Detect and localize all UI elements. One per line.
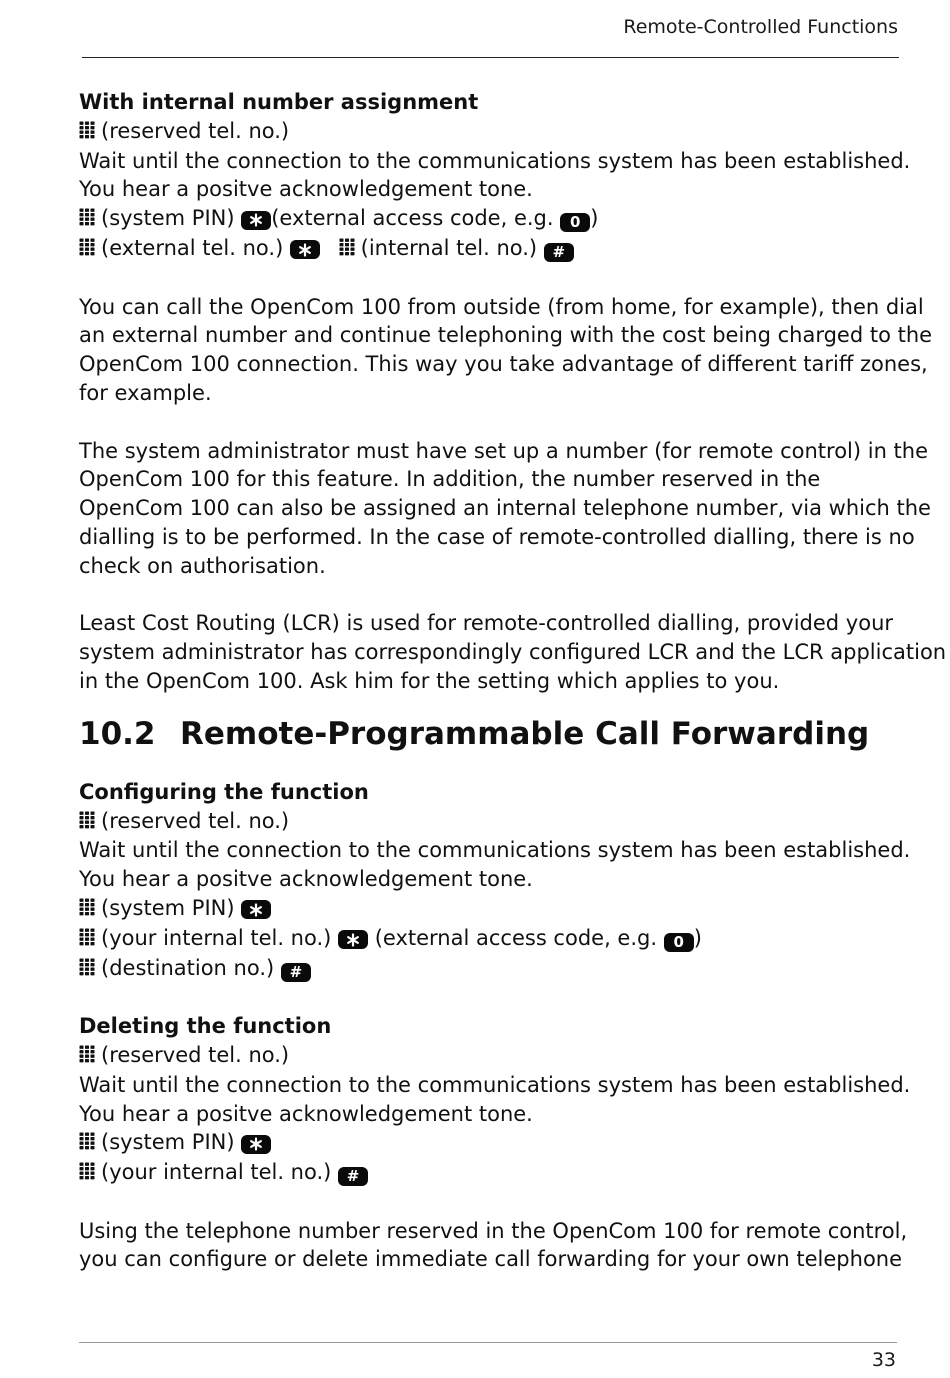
star-key-icon bbox=[241, 1135, 271, 1154]
subheading-delete: Deleting the function bbox=[79, 1014, 332, 1039]
keypad-icon bbox=[79, 925, 95, 954]
star-key-icon bbox=[241, 900, 271, 919]
zero-key-icon: 0 bbox=[664, 933, 694, 952]
star-key-icon bbox=[241, 211, 271, 230]
hash-key-icon: # bbox=[544, 243, 574, 262]
paragraph-line: OpenCom 100 connection. This way you take advantage of different tariff zones, bbox=[79, 352, 928, 377]
step-line: (external tel. no.) (internal tel. no.) # bbox=[79, 234, 899, 264]
step-line: (your internal tel. no.) (external access code, e.g. 0 ) bbox=[79, 924, 899, 954]
step-line: (system PIN) bbox=[79, 1128, 899, 1158]
keypad-icon bbox=[79, 895, 95, 924]
keypad-icon bbox=[79, 955, 95, 984]
subheading-configure: Configuring the function bbox=[79, 779, 369, 804]
step-line: (reserved tel. no.) bbox=[79, 117, 899, 147]
keypad-icon bbox=[79, 808, 95, 837]
body-line: Wait until the connection to the communications system has been established. bbox=[79, 148, 911, 173]
keypad-icon bbox=[79, 118, 95, 147]
header-divider bbox=[82, 57, 899, 58]
keypad-icon bbox=[79, 1042, 95, 1071]
page-number: 33 bbox=[871, 1349, 896, 1371]
paragraph-line: an external number and continue telephoning with the cost being charged to the bbox=[79, 323, 933, 348]
body-line: Wait until the connection to the communications system has been established. bbox=[79, 838, 911, 863]
keypad-icon bbox=[339, 235, 355, 264]
hash-key-icon: # bbox=[281, 963, 311, 982]
paragraph-line: system administrator has correspondingly configured LCR and the LCR application bbox=[79, 640, 947, 665]
paragraph-line: check on authorisation. bbox=[79, 553, 326, 578]
paragraph-line: dialling is to be performed. In the case of remote-controlled dialling, there is no bbox=[79, 524, 915, 549]
page-body bbox=[79, 88, 947, 1274]
keypad-icon bbox=[79, 1129, 95, 1158]
section-title: Remote-Programmable Call Forwarding bbox=[180, 715, 870, 752]
step-line: (your internal tel. no.) # bbox=[79, 1158, 899, 1188]
body-line: Wait until the connection to the communications system has been established. bbox=[79, 1072, 911, 1097]
paragraph-line: for example. bbox=[79, 380, 212, 405]
keypad-icon bbox=[79, 235, 95, 264]
paragraph-line: Least Cost Routing (LCR) is used for remote-controlled dialling, provided your bbox=[79, 611, 894, 636]
paragraph-line: OpenCom 100 can also be assigned an internal telephone number, via which the bbox=[79, 496, 931, 521]
running-header: Remote-Controlled Functions bbox=[623, 16, 898, 38]
step-line: (system PIN) bbox=[79, 894, 899, 924]
step-line: (system PIN) (external access code, e.g. 0 ) bbox=[79, 204, 899, 234]
paragraph-line: Using the telephone number reserved in the OpenCom 100 for remote control, bbox=[79, 1218, 908, 1243]
zero-key-icon: 0 bbox=[560, 213, 590, 232]
body-line: You hear a positve acknowledgement tone. bbox=[79, 867, 533, 892]
paragraph-line: you can configure or delete immediate call forwarding for your own telephone bbox=[79, 1247, 903, 1272]
section-number: 10.2 bbox=[79, 715, 156, 752]
paragraph-line: in the OpenCom 100. Ask him for the setting which applies to you. bbox=[79, 668, 780, 693]
hash-key-icon: # bbox=[338, 1167, 368, 1186]
paragraph-line: You can call the OpenCom 100 from outside (from home, for example), then dial bbox=[79, 294, 924, 319]
step-line: (reserved tel. no.) bbox=[79, 1041, 899, 1071]
subheading-internal-assignment: With internal number assignment bbox=[79, 90, 479, 114]
step-line: (destination no.) # bbox=[79, 954, 899, 984]
paragraph-line: OpenCom 100 for this feature. In addition, the number reserved in the bbox=[79, 467, 821, 492]
body-line: You hear a positve acknowledgement tone. bbox=[79, 177, 533, 202]
star-key-icon bbox=[290, 240, 320, 259]
footer-divider bbox=[79, 1342, 897, 1343]
step-line: (reserved tel. no.) bbox=[79, 807, 899, 837]
body-line: You hear a positve acknowledgement tone. bbox=[79, 1101, 533, 1126]
section-heading bbox=[79, 714, 899, 754]
star-key-icon bbox=[338, 930, 368, 949]
keypad-icon bbox=[79, 1159, 95, 1188]
paragraph-line: The system administrator must have set up a number (for remote control) in the bbox=[79, 438, 929, 463]
keypad-icon bbox=[79, 205, 95, 234]
